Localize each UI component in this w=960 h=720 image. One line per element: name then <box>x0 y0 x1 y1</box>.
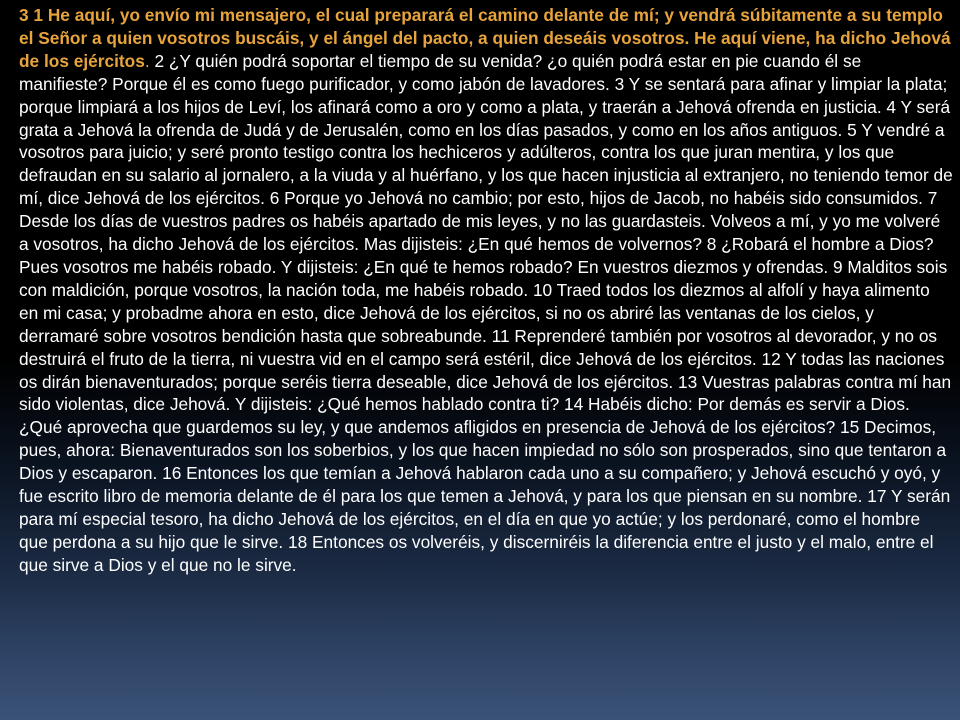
highlighted-verse: 3 1 He aquí, yo envío mi mensajero, el cual preparará el camino delante de mí; y vendrá súbitamente a su templo el Señor a quien vosotros buscáis, y el ángel del pacto, a quien deseáis vosotros. He aquí viene, ha dicho Jehová de los ejércitos <box>19 5 951 71</box>
passage-body: 2 ¿Y quién podrá soportar el tiempo de su venida? ¿o quién podrá estar en pie cuando él se manifieste? Porque él es como fuego purificador, y como jabón de lavadores. 3 Y se sentará para afinar y limpiar la plata; porque limpiará a los hijos de Leví, los afinará como a oro y como a plata, y traerán a Jehová ofrenda en justicia. 4 Y será grata a Jehová la ofrenda de Judá y de Jerusalén, como en los días pasados, y como en los años antiguos. 5 Y vendré a vosotros para juicio; y seré pronto testigo contra los hechiceros y adúlteros, contra los que juran mentira, y los que defraudan en su salario al jornalero, a la viuda y al huérfano, y los que hacen injusticia al extranjero, no teniendo temor de mí, dice Jehová de los ejércitos. 6 Porque yo Jehová no cambio; por esto, hijos de Jacob, no habéis sido consumidos. 7 Desde los días de vuestros padres os habéis apartado de mis leyes, y no las guardasteis. Volveos a mí, y yo me volveré a vosotros, ha dicho Jehová de los ejércitos. Mas dijisteis: ¿En qué hemos de volvernos? 8 ¿Robará el hombre a Dios? Pues vosotros me habéis robado. Y dijisteis: ¿En qué te hemos robado? En vuestros diezmos y ofrendas. 9 Malditos sois con maldición, porque vosotros, la nación toda, me habéis robado. 10 Traed todos los diezmos al alfolí y haya alimento en mi casa; y probadme ahora en esto, dice Jehová de los ejércitos, si no os abriré las ventanas de los cielos, y derramaré sobre vosotros bendición hasta que sobreabunde. 11 Reprenderé también por vosotros al devorador, y no os destruirá el fruto de la tierra, ni vuestra vid en el campo será estéril, dice Jehová de los ejércitos. 12 Y todas las naciones os dirán bienaventurados; porque seréis tierra deseable, dice Jehová de los ejércitos. 13 Vuestras palabras contra mí han sido violentas, dice Jehová. Y dijisteis: ¿Qué hemos hablado contra ti? 14 Habéis dicho: Por demás es servir a Dios. ¿Qué aprovecha que guardemos su ley, y que andemos afligidos en presencia de Jehová de los ejércitos? 15 Decimos, pues, ahora: Bienaventurados son los soberbios, y los que hacen impiedad no sólo son prosperados, sino que tentaron a Dios y escaparon. 16 Entonces los que temían a Jehová hablaron cada uno a su compañero; y Jehová escuchó y oyó, y fue escrito libro de memoria delante de él para los que temen a Jehová, y para los que piensan en su nombre. 17 Y serán para mí especial tesoro, ha dicho Jehová de los ejércitos, en el día en que yo actúe; y los perdonaré, como el hombre que perdona a su hijo que le sirve. 18 Entonces os volveréis, y discerniréis la diferencia entre el justo y el malo, entre el que sirve a Dios y el que no le sirve. <box>19 50 953 575</box>
scripture-passage <box>19 4 953 577</box>
highlighted-verse-period: . <box>144 50 150 71</box>
